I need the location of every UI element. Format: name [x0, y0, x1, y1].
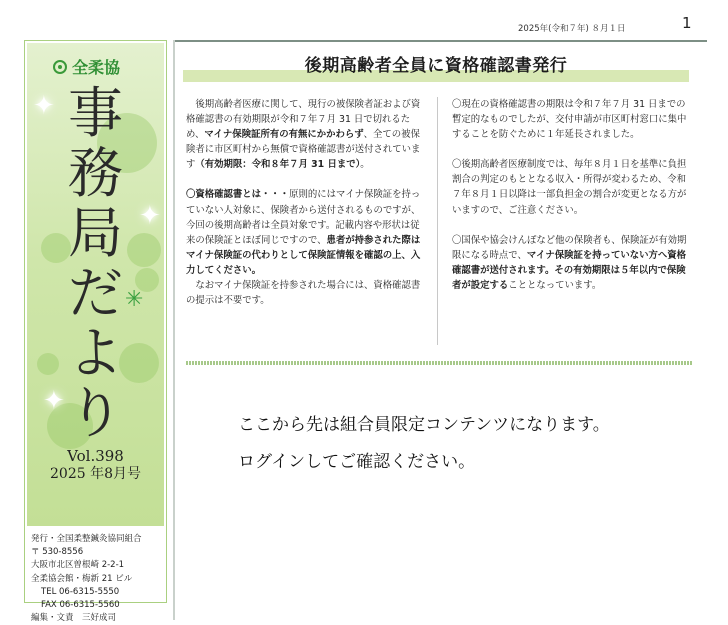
members-only-notice	[238, 407, 610, 481]
article-column-left	[186, 97, 427, 308]
emphasis-text: マイナ保険証所有の有無にかかわらず	[204, 129, 364, 141]
publisher-line: 大阪市北区曽根崎 2-2-1	[31, 560, 125, 571]
article-paragraph: 〇後期高齢者医療制度では、毎年８月１日を基準に負担割合の判定のもととなる収入・所得が変わるため、令和７年８月１日以降は一部負担金の割合が変更となる方がいますので、ご注意ください。	[452, 159, 687, 216]
publisher-line: 〒 530-8556	[31, 547, 84, 558]
title-char: よ	[67, 321, 123, 385]
notice-line: ここから先は組合員限定コンテンツになります。	[238, 415, 610, 435]
article-bottom-divider	[186, 361, 692, 365]
title-char: だ	[67, 261, 123, 325]
logo-icon	[53, 60, 67, 74]
sparkle-icon: ✦	[33, 91, 55, 121]
article-paragraph	[452, 233, 690, 293]
volume-number: Vol.398	[67, 447, 124, 465]
title-char: 局	[67, 201, 123, 265]
publisher-info	[31, 533, 164, 625]
sidebar	[24, 40, 167, 624]
volume-block	[27, 447, 164, 483]
publisher-line: TEL 06-6315-5550	[41, 586, 120, 597]
column-divider	[437, 97, 438, 345]
logo	[53, 55, 120, 78]
notice-line: ログインしてご確認ください。	[238, 452, 476, 472]
emphasis-text: （有効期限：令和８年７月 31 日まで）	[195, 159, 361, 171]
emphasis-text: 患者が持参された際はマイナ保険証の代わりとして保険証情報を確認の上、入力してください。	[186, 234, 421, 276]
publisher-line: 全柔協会館・梅新 21 ビル	[31, 573, 133, 584]
top-divider	[173, 40, 707, 42]
issue-date: 2025年(令和７年) ８月１日	[518, 24, 626, 34]
article-paragraph	[186, 97, 427, 172]
publisher-line: 発行・全国柔整鍼灸協同組合	[31, 534, 142, 544]
article-paragraph: 〇現在の資格確認書の期限は令和７年７月 31 日までの暫定的なものでしたが、交付申請が市区町村窓口に集中することを防ぐために１年延長されました。	[452, 99, 687, 141]
sparkle-icon: ✳	[125, 287, 144, 312]
logo-text: 全柔協	[72, 58, 121, 77]
left-divider	[173, 40, 175, 620]
emphasis-text: マイナ保険証を持っていない方へ資格確認書が送付されます。その有効期限は５年以内で保険者が設定する	[452, 249, 687, 291]
article-paragraph: なおマイナ保険証を持参された場合には、資格確認書の提示は不要です。	[186, 280, 421, 307]
title-char: 務	[67, 141, 123, 205]
article-paragraph	[186, 187, 427, 278]
emphasis-text: 〇資格確認書とは・・・	[186, 189, 290, 201]
article-headline: 後期高齢者全員に資格確認書発行	[304, 56, 568, 76]
title-char: り	[67, 381, 123, 445]
newsletter-title	[27, 83, 164, 443]
masthead	[27, 43, 164, 526]
text-run: こととなっています。	[508, 279, 602, 291]
publisher-line: FAX 06-6315-5560	[41, 600, 120, 611]
issue-month: 2025 年8月号	[50, 466, 141, 482]
text-run: 、全ての被保険者に市区町村から無償で資格確認書が送付されています	[186, 129, 421, 171]
publisher-line: 編集・文責 三好成司	[31, 613, 117, 624]
title-char: 事	[67, 81, 123, 145]
article-column-right	[452, 97, 690, 293]
page-number: 1	[682, 14, 692, 32]
sparkle-icon: ✦	[139, 201, 161, 231]
text-run: 〇国保や協会けんぽなど他の保険者も、保険証が有効期限になる時点で、	[452, 234, 687, 261]
text-run: 原則的にはマイナ保険証を持っていない人対象に、保険者から送付されるものですが、今回の後期高齢者は全員対象です。記載内容や形状は従来の保険証とほぼ同じですので、	[186, 189, 421, 246]
text-run: 。	[360, 159, 370, 171]
text-run: 後期高齢者医療に関して、現行の被保険者証および資格確認書の有効期限が令和７年７月 31 日で切れるため、	[186, 99, 421, 141]
sparkle-icon: ✦	[43, 386, 65, 416]
